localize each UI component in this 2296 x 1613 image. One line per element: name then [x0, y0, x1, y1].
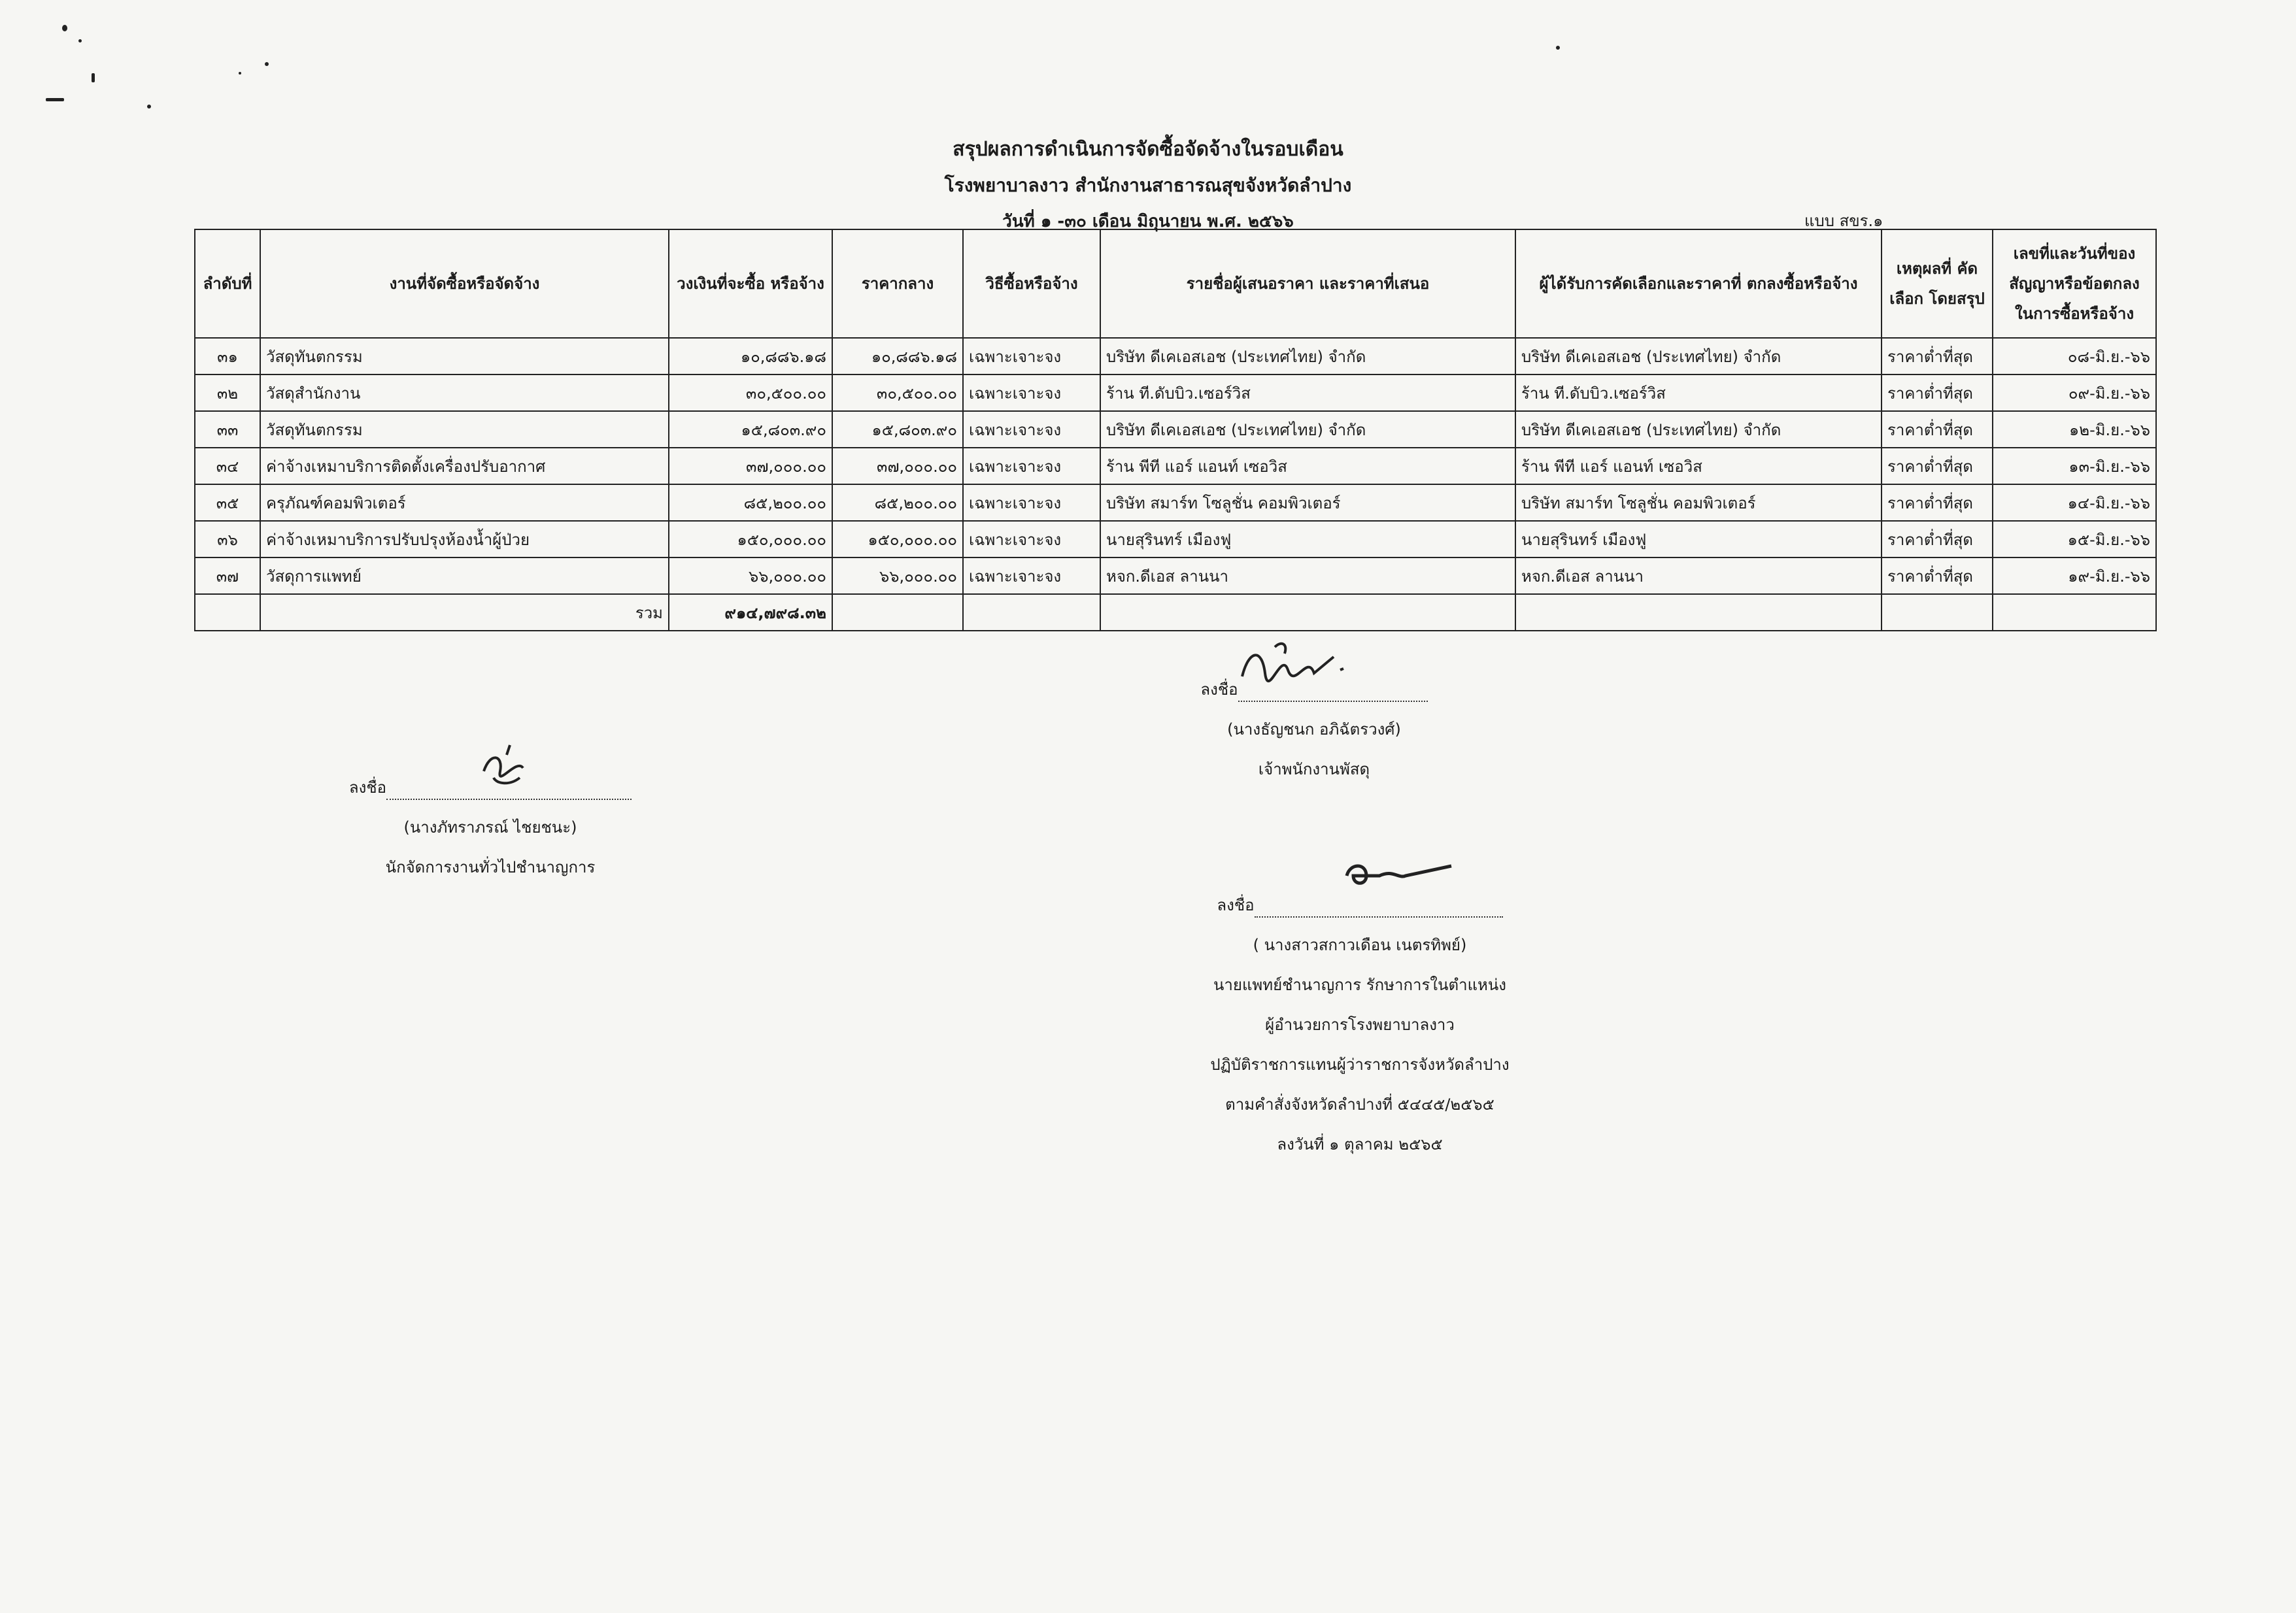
- cell-method: เฉพาะเจาะจง: [963, 448, 1100, 484]
- signature-block-director: [1177, 892, 1543, 1157]
- table-row: [195, 374, 2156, 411]
- sign-label: ลงชื่อ: [1200, 680, 1238, 699]
- signer-title-line: ตามคำสั่งจังหวัดลำปางที่ ๕๔๔๕/๒๕๖๕: [1225, 1095, 1494, 1114]
- table-row: [195, 448, 2156, 484]
- col-header-method: วิธีซื้อหรือจ้าง: [963, 229, 1100, 338]
- report-period: วันที่ ๑ -๓๐ เดือน มิถุนายน พ.ศ. ๒๕๖๖: [1002, 212, 1294, 231]
- cell-work: วัสดุทันตกรรม: [260, 338, 669, 374]
- cell-winner: ร้าน ที.ดับบิว.เซอร์วิส: [1515, 374, 1882, 411]
- cell-winner: นายสุรินทร์ เมืองฟู: [1515, 521, 1882, 557]
- cell-median-price: ๑๕๐,๐๐๐.๐๐: [832, 521, 963, 557]
- cell-median-price: ๓๐,๕๐๐.๐๐: [832, 374, 963, 411]
- cell-reason: ราคาต่ำที่สุด: [1882, 557, 1993, 594]
- table-row: [195, 484, 2156, 521]
- cell-seq: ๓๖: [195, 521, 260, 557]
- cell-budget: ๖๖,๐๐๐.๐๐: [669, 557, 832, 594]
- signature-block-officer: [340, 774, 641, 880]
- cell-median-price: ๑๐,๘๘๖.๑๘: [832, 338, 963, 374]
- cell-method: เฉพาะเจาะจง: [963, 557, 1100, 594]
- signature-line: [1177, 892, 1543, 918]
- cell-seq: ๓๔: [195, 448, 260, 484]
- cell-empty: [1100, 594, 1515, 631]
- cell-bidder: ร้าน พีที แอร์ แอนท์ เซอวิส: [1100, 448, 1515, 484]
- scan-speck: [46, 98, 64, 101]
- cell-method: เฉพาะเจาะจง: [963, 411, 1100, 448]
- col-header-median-price: ราคากลาง: [832, 229, 963, 338]
- cell-empty: [1993, 594, 2156, 631]
- total-label: รวม: [260, 594, 669, 631]
- signer-title-line: ผู้อำนวยการโรงพยาบาลงาว: [1265, 1016, 1455, 1034]
- signer-position: นักจัดการงานทั่วไปชำนาญการ: [385, 858, 596, 876]
- cell-empty: [1515, 594, 1882, 631]
- cell-contract-date: ๑๕-มิ.ย.-๖๖: [1993, 521, 2156, 557]
- signature-block-staff: [1190, 676, 1438, 782]
- cell-empty: [1882, 594, 1993, 631]
- cell-method: เฉพาะเจาะจง: [963, 521, 1100, 557]
- table-row: [195, 411, 2156, 448]
- table-row: [195, 521, 2156, 557]
- signer-title-line: นายแพทย์ชำนาญการ รักษาการในตำแหน่ง: [1213, 976, 1506, 994]
- cell-bidder: บริษัท ดีเคเอสเอช (ประเทศไทย) จำกัด: [1100, 338, 1515, 374]
- cell-seq: ๓๕: [195, 484, 260, 521]
- scan-speck: [147, 105, 151, 108]
- signature-line: [1190, 676, 1438, 702]
- scan-speck: [62, 25, 67, 31]
- signature-line: [340, 774, 641, 800]
- cell-budget: ๑๐,๘๘๖.๑๘: [669, 338, 832, 374]
- sign-label: ลงชื่อ: [348, 778, 387, 797]
- cell-budget: ๘๕,๒๐๐.๐๐: [669, 484, 832, 521]
- cell-contract-date: ๑๔-มิ.ย.-๖๖: [1993, 484, 2156, 521]
- cell-budget: ๑๕,๘๐๓.๙๐: [669, 411, 832, 448]
- col-header-contract: เลขที่และวันที่ของ สัญญาหรือข้อตกลง ในการซื้อหรือจ้าง: [1993, 229, 2156, 338]
- col-header-bidders: รายชื่อผู้เสนอราคา และราคาที่เสนอ: [1100, 229, 1515, 338]
- table-row: [195, 557, 2156, 594]
- cell-bidder: ร้าน ที.ดับบิว.เซอร์วิส: [1100, 374, 1515, 411]
- scan-speck: [92, 73, 95, 82]
- cell-reason: ราคาต่ำที่สุด: [1882, 521, 1993, 557]
- sign-label: ลงชื่อ: [1217, 896, 1255, 914]
- cell-empty: [832, 594, 963, 631]
- cell-seq: ๓๑: [195, 338, 260, 374]
- cell-method: เฉพาะเจาะจง: [963, 374, 1100, 411]
- cell-reason: ราคาต่ำที่สุด: [1882, 338, 1993, 374]
- cell-winner: บริษัท ดีเคเอสเอช (ประเทศไทย) จำกัด: [1515, 338, 1882, 374]
- scan-speck: [78, 39, 82, 42]
- col-header-winner: ผู้ได้รับการคัดเลือกและราคาที่ ตกลงซื้อหรือจ้าง: [1515, 229, 1882, 338]
- scan-speck: [1556, 46, 1560, 50]
- cell-median-price: ๖๖,๐๐๐.๐๐: [832, 557, 963, 594]
- table-header-row: [195, 229, 2156, 338]
- cell-winner: หจก.ดีเอส ลานนา: [1515, 557, 1882, 594]
- cell-method: เฉพาะเจาะจง: [963, 484, 1100, 521]
- signer-position: เจ้าพนักงานพัสดุ: [1258, 760, 1370, 778]
- cell-bidder: บริษัท สมาร์ท โซลูชั่น คอมพิวเตอร์: [1100, 484, 1515, 521]
- cell-reason: ราคาต่ำที่สุด: [1882, 448, 1993, 484]
- cell-bidder: บริษัท ดีเคเอสเอช (ประเทศไทย) จำกัด: [1100, 411, 1515, 448]
- col-header-work: งานที่จัดซื้อหรือจัดจ้าง: [260, 229, 669, 338]
- cell-winner: บริษัท สมาร์ท โซลูชั่น คอมพิวเตอร์: [1515, 484, 1882, 521]
- col-header-budget: วงเงินที่จะซื้อ หรือจ้าง: [669, 229, 832, 338]
- table-row: [195, 338, 2156, 374]
- cell-winner: ร้าน พีที แอร์ แอนท์ เซอวิส: [1515, 448, 1882, 484]
- signer-name: (นางธัญชนก อภิฉัตรวงศ์): [1227, 720, 1401, 739]
- signer-name: ( นางสาวสกาวเดือน เนตรทิพย์): [1253, 936, 1467, 954]
- cell-seq: ๓๗: [195, 557, 260, 594]
- cell-work: ค่าจ้างเหมาบริการติดตั้งเครื่องปรับอากาศ: [260, 448, 669, 484]
- cell-contract-date: ๑๓-มิ.ย.-๖๖: [1993, 448, 2156, 484]
- organization-name: โรงพยาบาลงาว สำนักงานสาธารณสุขจังหวัดลำปาง: [944, 175, 1352, 196]
- cell-budget: ๓๗,๐๐๐.๐๐: [669, 448, 832, 484]
- cell-method: เฉพาะเจาะจง: [963, 338, 1100, 374]
- cell-bidder: นายสุรินทร์ เมืองฟู: [1100, 521, 1515, 557]
- cell-seq: ๓๓: [195, 411, 260, 448]
- signer-title-line: ลงวันที่ ๑ ตุลาคม ๒๕๖๕: [1277, 1135, 1443, 1154]
- cell-median-price: ๓๗,๐๐๐.๐๐: [832, 448, 963, 484]
- total-value: ๙๑๔,๗๙๘.๓๒: [669, 594, 832, 631]
- cell-contract-date: ๑๙-มิ.ย.-๖๖: [1993, 557, 2156, 594]
- cell-work: วัสดุสำนักงาน: [260, 374, 669, 411]
- cell-contract-date: ๐๘-มิ.ย.-๖๖: [1993, 338, 2156, 374]
- signature-dotted-line: [1238, 684, 1428, 702]
- cell-reason: ราคาต่ำที่สุด: [1882, 374, 1993, 411]
- scan-speck: [239, 72, 241, 75]
- cell-contract-date: ๑๒-มิ.ย.-๖๖: [1993, 411, 2156, 448]
- cell-work: วัสดุทันตกรรม: [260, 411, 669, 448]
- cell-work: วัสดุการแพทย์: [260, 557, 669, 594]
- table-total-row: [195, 594, 2156, 631]
- signer-title-line: ปฏิบัติราชการแทนผู้ว่าราชการจังหวัดลำปาง: [1210, 1056, 1510, 1074]
- cell-median-price: ๘๕,๒๐๐.๐๐: [832, 484, 963, 521]
- cell-winner: บริษัท ดีเคเอสเอช (ประเทศไทย) จำกัด: [1515, 411, 1882, 448]
- scan-speck: [265, 62, 269, 66]
- cell-budget: ๑๕๐,๐๐๐.๐๐: [669, 521, 832, 557]
- report-title: สรุปผลการดำเนินการจัดซื้อจัดจ้างในรอบเดือน: [953, 138, 1343, 161]
- form-code: แบบ สขร.๑: [1804, 212, 1883, 230]
- cell-seq: ๓๒: [195, 374, 260, 411]
- cell-work: ครุภัณฑ์คอมพิวเตอร์: [260, 484, 669, 521]
- cell-work: ค่าจ้างเหมาบริการปรับปรุงห้องน้ำผู้ป่วย: [260, 521, 669, 557]
- cell-bidder: หจก.ดีเอส ลานนา: [1100, 557, 1515, 594]
- cell-empty: [963, 594, 1100, 631]
- cell-reason: ราคาต่ำที่สุด: [1882, 484, 1993, 521]
- cell-budget: ๓๐,๕๐๐.๐๐: [669, 374, 832, 411]
- col-header-reason: เหตุผลที่ คัดเลือก โดยสรุป: [1882, 229, 1993, 338]
- procurement-table: [194, 229, 2157, 631]
- cell-contract-date: ๐๙-มิ.ย.-๖๖: [1993, 374, 2156, 411]
- col-header-seq: ลำดับที่: [195, 229, 260, 338]
- handwritten-signature: [1340, 856, 1458, 895]
- signature-dotted-line: [386, 782, 632, 800]
- signature-dotted-line: [1255, 899, 1503, 918]
- signer-name: (นางภัทราภรณ์ ไชยชนะ): [403, 818, 577, 837]
- cell-median-price: ๑๕,๘๐๓.๙๐: [832, 411, 963, 448]
- cell-reason: ราคาต่ำที่สุด: [1882, 411, 1993, 448]
- cell-empty: [195, 594, 260, 631]
